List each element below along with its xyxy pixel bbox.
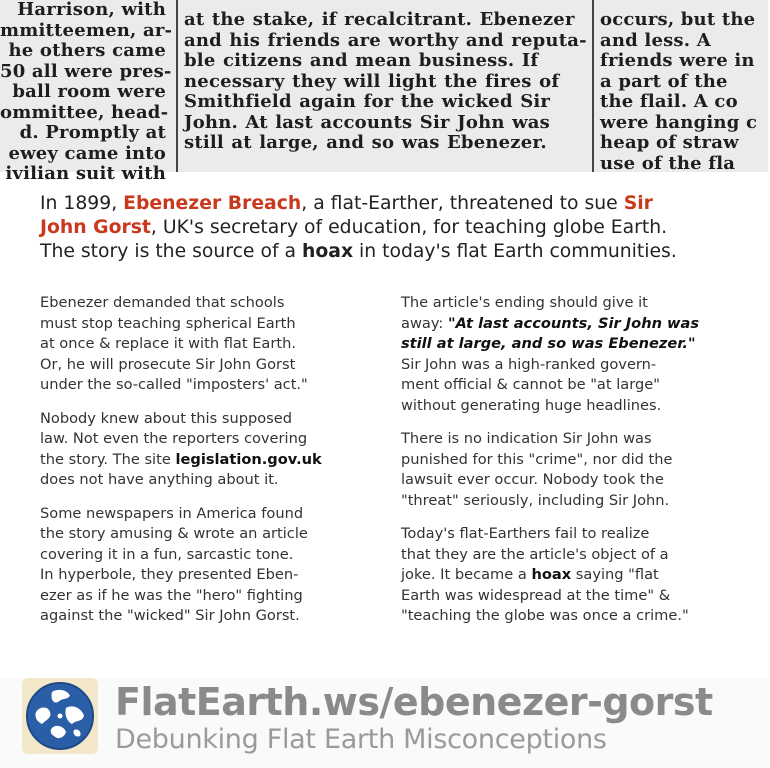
clipping-line: a part of the [600,70,728,92]
clipping-line: ewey came into [8,142,166,164]
hoax-keyword: hoax [531,566,572,583]
headline [40,192,740,264]
newspaper-clipping [0,0,768,184]
text-line: at once & replace it with flat Earth. [40,335,296,352]
text-line: Earth was widespread at the time" & [401,586,671,604]
clipping-line: still at large, and so was Ebenezer. [184,132,547,153]
text-line: In hyperbole, they presented Eben- [40,566,299,583]
text-fragment: the story. The site [40,450,176,468]
sir-john-gorst-name-part1: Sir [623,193,653,214]
clipping-column-center [182,0,586,172]
paragraph-law [40,409,386,491]
headline-text: The story is the source of a [40,241,303,262]
clipping-line: occurs, but the [600,9,756,30]
text-line: ment official & cannot be "at large" [401,376,660,393]
ebenezer-breach-name: Ebenezer Breach [123,193,302,214]
headline-line-1 [40,192,740,216]
clipping-line: d. Promptly at [19,122,166,143]
text-fragment: away: [401,314,448,332]
text-fragment: joke. It became a [401,566,532,583]
text-line [401,314,746,335]
column-rule [176,0,178,172]
paragraph-hoax [401,524,746,627]
text-line: Or, he will prosecute Sir John Gorst [40,355,296,373]
paragraph-ending [401,293,746,416]
clipping-line: Harrison, with [17,0,166,20]
body-column-left [40,293,386,640]
text-line: that they are the article's object of a [401,545,669,563]
headline-line-3 [40,240,740,264]
clipping-line: ble citizens and mean business. If [184,50,539,71]
text-line: against the "wicked" Sir John Gorst. [40,607,300,624]
clipping-line: 50 all were pres- [0,60,172,82]
clipping-line: mmitteemen, ar- [0,19,173,41]
clipping-line: necessary they will light the fires of [184,70,560,92]
text-line [401,565,746,586]
clipping-line: friends were in [600,50,755,71]
text-line: lawsuit ever occur. Nobody took the [401,471,664,488]
text-line: The article's ending should give it [401,294,648,311]
clipping-line: ball room were [12,81,166,102]
clipping-column-right [598,0,770,172]
sir-john-gorst-name-part2: John Gorst [40,217,151,238]
clipping-line: ommittee, head- [0,101,169,123]
headline-text: , UK's secretary of education, for teaching globe Earth. [150,217,668,238]
headline-line-2 [40,216,740,240]
site-url[interactable]: FlatEarth.ws/ebenezer-gorst [115,680,713,724]
clipping-line: he others came [8,40,166,61]
text-line: covering it in a fun, sarcastic tone. [40,545,294,563]
headline-text: in today's flat Earth communities. [353,241,677,262]
text-line: There is no indication Sir John was [401,430,652,447]
text-line: without generating huge headlines. [401,396,662,414]
text-line: must stop teaching spherical Earth [40,314,296,332]
clipping-line: Smithfield again for the wicked Sir [184,91,551,112]
text-line: Some newspapers in America found [40,504,304,522]
text-line: the story amusing & wrote an article [40,525,308,542]
text-line: under the so-called "imposters' act." [40,376,308,393]
text-line: punished for this "crime", nor did the [401,450,673,468]
paragraph-newspapers [40,504,386,627]
column-rule [592,0,594,172]
headline-text: In 1899, [40,193,124,214]
text-line: law. Not even the reporters covering [40,430,308,447]
text-line [40,450,386,471]
clipping-line: ivilian suit with [5,163,166,184]
legislation-site-link[interactable]: legislation.gov.uk [175,450,322,468]
site-tagline: Debunking Flat Earth Misconceptions [115,724,607,755]
article-quote: "At last accounts, Sir John was [447,314,700,332]
clipping-line: John. At last accounts Sir John was [184,111,550,133]
text-line: does not have anything about it. [40,471,279,488]
text-line: "threat" seriously, including Sir John. [401,491,670,509]
body-column-right [401,293,746,640]
clipping-line: the flail. A co [600,91,738,112]
paragraph-no-punishment [401,429,746,511]
clipping-column-left [0,0,173,184]
text-line: ezer as if he was the "hero" fighting [40,586,303,604]
headline-text: , a flat-Earther, threatened to sue [301,193,624,214]
text-fragment: saying "flat [571,566,659,583]
clipping-line: were hanging c [600,111,758,133]
text-line: Today's flat-Earthers fail to realize [401,525,650,542]
hoax-keyword: hoax [302,241,354,262]
paragraph-demand [40,293,386,396]
clipping-line: use of the fla [600,152,736,174]
article-quote: still at large, and so was Ebenezer." [401,335,696,352]
clipping-line: and less. A [600,29,711,51]
text-line: Sir John was a high-ranked govern- [401,355,657,373]
text-line: Ebenezer demanded that schools [40,294,285,311]
text-line: "teaching the globe was once a crime." [401,607,689,624]
flat-earth-globe-icon [22,678,98,754]
clipping-line: heap of straw [600,132,739,153]
clipping-line: at the stake, if recalcitrant. Ebenezer [184,9,575,30]
clipping-line: and his friends are worthy and reputa- [184,29,587,51]
text-line: Nobody knew about this supposed [40,409,292,427]
